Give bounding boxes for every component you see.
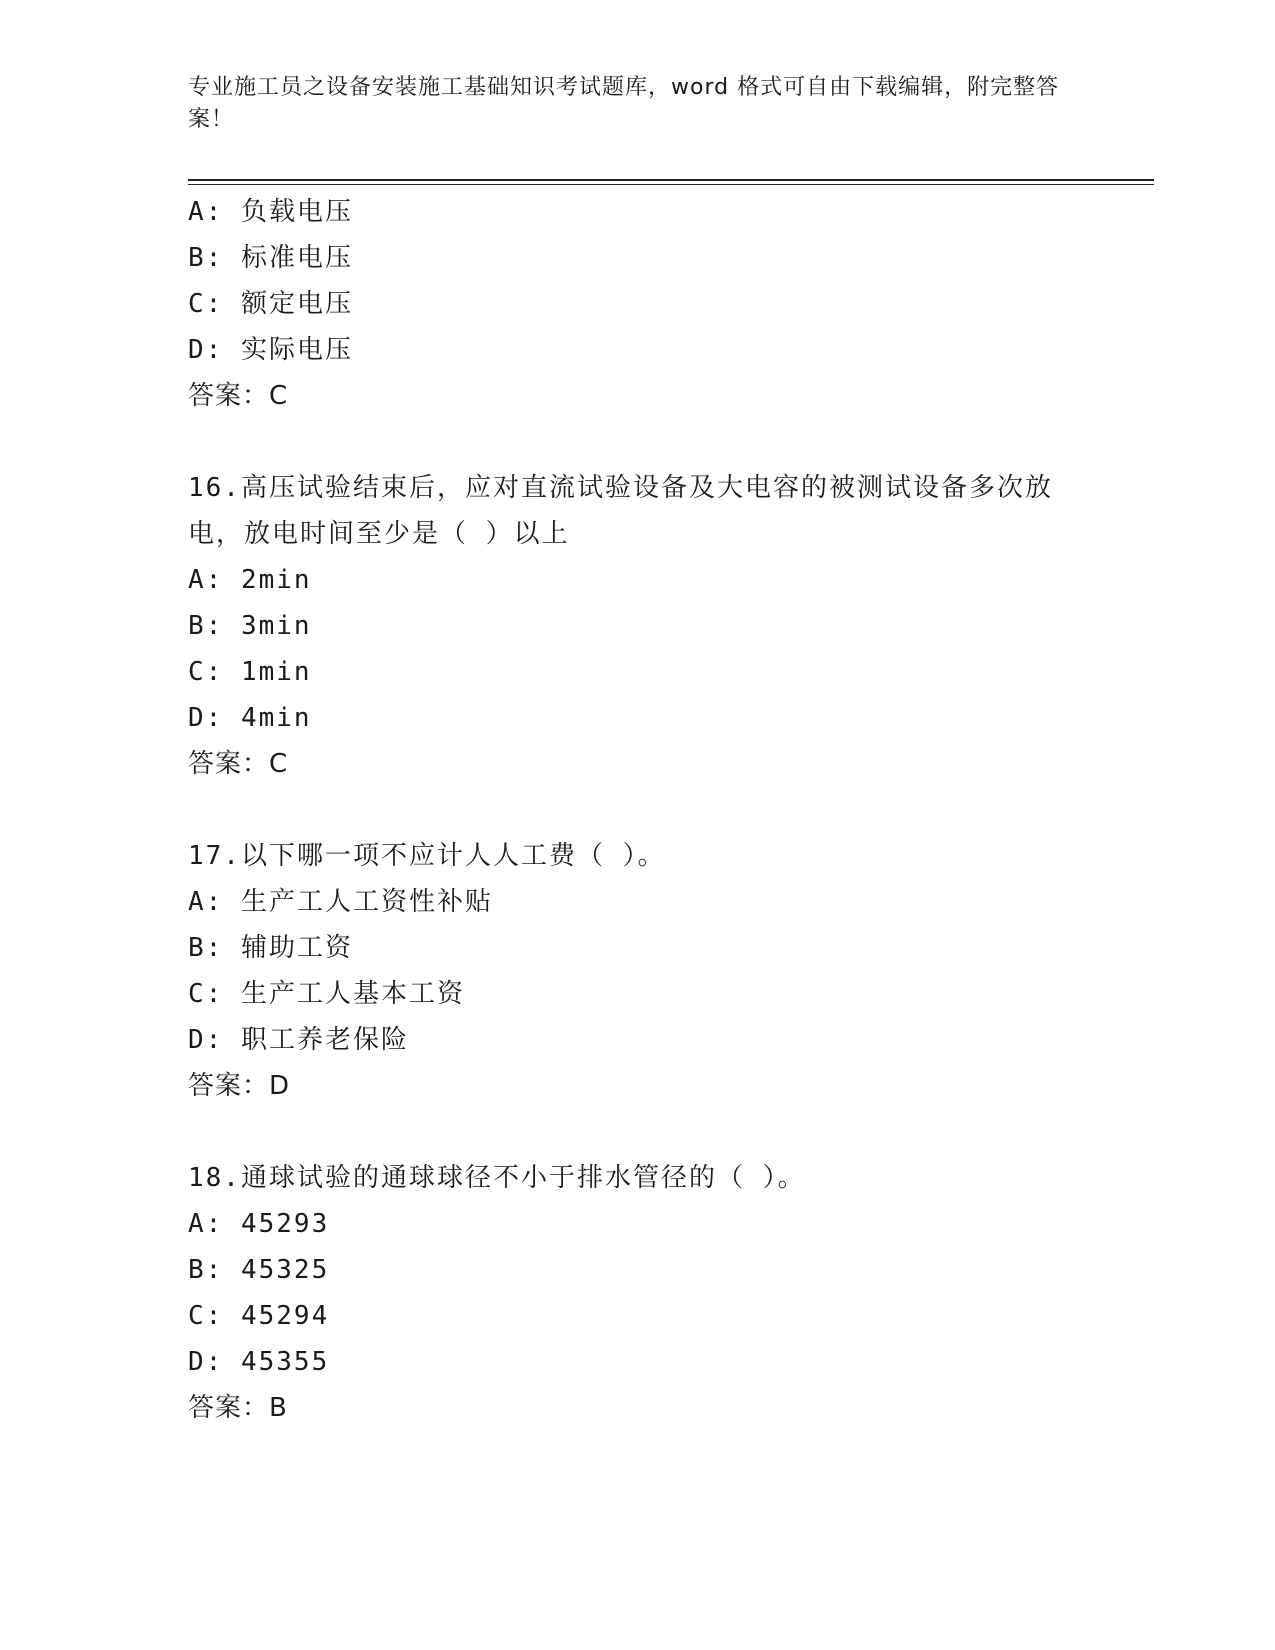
option-d: D: 4min [188, 703, 312, 733]
question-text: 18.通球试验的通球球径不小于排水管径的（ ）。 [188, 1163, 806, 1193]
spacer [188, 1109, 1088, 1155]
spacer [188, 419, 1088, 465]
option-a: A: 负载电压 [188, 197, 353, 227]
option-c: C: 生产工人基本工资 [188, 979, 465, 1009]
question-list [188, 189, 1088, 1431]
option-d: D: 职工养老保险 [188, 1025, 409, 1055]
header-divider-thin [188, 184, 1154, 185]
document-header-title: 专业施工员之设备安装施工基础知识考试题库，word 格式可自由下载编辑，附完整答案！ [188, 75, 1060, 132]
question-block-prev [188, 189, 1088, 419]
option-c: C: 45294 [188, 1301, 330, 1331]
answer-line: 答案：D [188, 1071, 291, 1101]
question-block-18 [188, 1155, 1088, 1431]
question-block-16 [188, 465, 1088, 787]
question-text: 16.高压试验结束后，应对直流试验设备及大电容的被测试设备多次放电，放电时间至少是（ ）以上 [188, 473, 1053, 549]
option-a: A: 45293 [188, 1209, 330, 1239]
answer-line: 答案：C [188, 381, 289, 411]
option-d: D: 45355 [188, 1347, 330, 1377]
option-b: B: 3min [188, 611, 312, 641]
option-c: C: 额定电压 [188, 289, 353, 319]
option-d: D: 实际电压 [188, 335, 353, 365]
option-b: B: 45325 [188, 1255, 330, 1285]
header-divider-thick [188, 179, 1154, 181]
answer-line: 答案：C [188, 749, 289, 779]
question-block-17 [188, 833, 1088, 1109]
option-b: B: 辅助工资 [188, 933, 353, 963]
option-c: C: 1min [188, 657, 312, 687]
option-b: B: 标准电压 [188, 243, 353, 273]
answer-line: 答案：B [188, 1393, 288, 1423]
option-a: A: 生产工人工资性补贴 [188, 887, 493, 917]
question-text: 17.以下哪一项不应计人人工费（ ）。 [188, 841, 666, 871]
option-a: A: 2min [188, 565, 312, 595]
spacer [188, 787, 1088, 833]
